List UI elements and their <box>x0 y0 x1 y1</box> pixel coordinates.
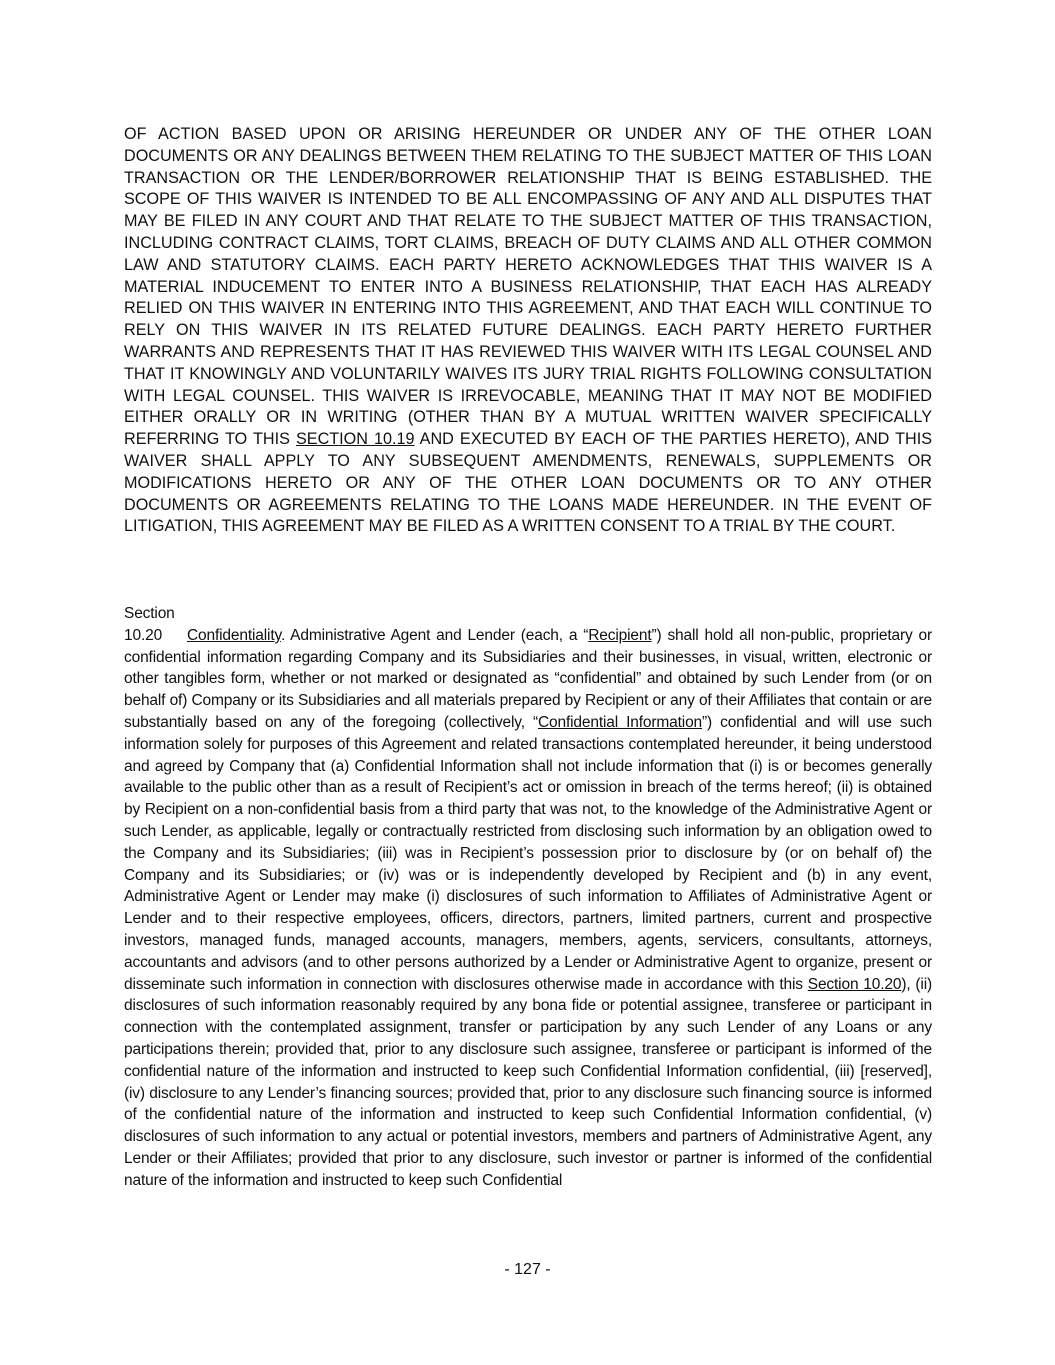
waiver-text-part1: OF ACTION BASED UPON OR ARISING HEREUNDER OR UNDER ANY OF THE OTHER LOAN DOCUMENTS OR ANY DEALINGS BETWEEN THEM RELATING TO THE SUBJECT MATTER OF THIS LOAN TRANSACTION OR THE LENDER/BORROWER RELATIONSHIP THAT IS BEING ESTABLISHED. THE SCOPE OF THIS WAIVER IS INTENDED TO BE ALL ENCOMPASSING OF ANY AND ALL DISPUTES THAT MAY BE FILED IN ANY COURT AND THAT RELATE TO THE SUBJECT MATTER OF THIS TRANSACTION, INCLUDING CONTRACT CLAIMS, TORT CLAIMS, BREACH OF DUTY CLAIMS AND ALL OTHER COMMON LAW AND STATUTORY CLAIMS. EACH PARTY HERETO ACKNOWLEDGES THAT THIS WAIVER IS A MATERIAL INDUCEMENT TO ENTER INTO A BUSINESS RELATIONSHIP, THAT EACH HAS ALREADY RELIED ON THIS WAIVER IN ENTERING INTO THIS AGREEMENT, AND THAT EACH WILL CONTINUE TO RELY ON THIS WAIVER IN ITS RELATED FUTURE DEALINGS. EACH PARTY HERETO FURTHER WARRANTS AND REPRESENTS THAT IT HAS REVIEWED THIS WAIVER WITH ITS LEGAL COUNSEL AND THAT IT KNOWINGLY AND VOLUNTARILY WAIVES ITS JURY TRIAL RIGHTS FOLLOWING CONSULTATION WITH LEGAL COUNSEL. THIS WAIVER IS IRREVOCABLE, MEANING THAT IT MAY NOT BE MODIFIED EITHER ORALLY OR IN WRITING (OTHER THAN BY A MUTUAL WRITTEN WAIVER SPECIFICALLY REFERRING TO THIS <box>124 125 932 449</box>
confidentiality-paragraph <box>124 603 932 1192</box>
jury-waiver-paragraph <box>124 124 932 538</box>
section-heading: Confidentiality <box>187 626 281 644</box>
section-text-a: . Administrative Agent and Lender (each, a “ <box>280 626 589 644</box>
defined-term-confidential-information: Confidential Information <box>538 713 703 731</box>
page-number: - 127 - <box>504 1261 551 1278</box>
waiver-text-part2: AND EXECUTED BY EACH OF THE PARTIES HERETO), AND THIS WAIVER SHALL APPLY TO ANY SUBSEQUENT AMENDMENTS, RENEWALS, SUPPLEMENTS OR MODIFICATIONS HERETO OR ANY OF THE OTHER LOAN DOCUMENTS OR TO ANY OTHER DOCUMENTS OR AGREEMENTS RELATING TO THE LOANS MADE HEREUNDER. IN THE EVENT OF LITIGATION, THIS AGREEMENT MAY BE FILED AS A WRITTEN CONSENT TO A TRIAL BY THE COURT. <box>124 430 932 536</box>
section-reference-link[interactable]: Section 10.20 <box>807 975 902 993</box>
section-text-c: ”) confidential and will use such information solely for purposes of this Agreement and related transactions contemplated hereunder, it being understood and agreed by Company that (a) Confidential Information shall not include information that (i) is or becomes generally available to the public other than as a result of Recipient’s act or omission in breach of the terms hereof; (ii) is obtained by Recipient on a non-confidential basis from a third party that was not, to the knowledge of the Administrative Agent or such Lender, as applicable, legally or contractually restricted from disclosing such information by an obligation owed to the Company and its Subsidiaries; (iii) was in Recipient’s possession prior to disclosure by (or on behalf of) the Company and its Subsidiaries; or (iv) was or is independently developed by Recipient and (b) in any event, Administrative Agent or Lender may make (i) disclosures of such information to Affiliates of Administrative Agent or Lender and to their respective employees, officers, directors, partners, limited partners, current and prospective investors, managed funds, managed accounts, managers, members, agents, servicers, consultants, attorneys, accountants and advisors (and to other persons authorized by a Lender or Administrative Agent to organize, present or disseminate such information in connection with disclosures otherwise made in accordance with this <box>124 713 932 993</box>
defined-term-recipient: Recipient <box>588 626 652 644</box>
section-number: Section 10.20 <box>124 605 175 644</box>
section-text-b: ”) shall hold all non-public, proprietary or confidential information regarding Company and its Subsidiaries and their businesses, in visual, written, electronic or other tangibles form, whether or not marked or designated as “confidential” and obtained by such Lender from (or on behalf of) Company or its Subsidiaries and all materials prepared by Recipient or any of their Affiliates that contain or are substantially based on any of the foregoing (collectively, “ <box>124 626 932 731</box>
section-text-d: ), (ii) disclosures of such information reasonably required by any bona fide or potential assignee, transferee or participant in connection with the contemplated assignment, transfer or participation by any such Lender of any Loans or any participations therein; provided that, prior to any disclosure such assignee, transferee or participant is informed of the confidential nature of the information and instructed to keep such Confidential Information confidential, (iii) [reserved], (iv) disclosure to any Lender’s financing sources; provided that, prior to any disclosure such financing source is informed of the confidential nature of the information and instructed to keep such Confidential Information confidential, (v) disclosures of such information to any actual or potential investors, members and partners of Administrative Agent, any Lender or their Affiliates; provided that prior to any disclosure, such investor or partner is informed of the confidential nature of the information and instructed to keep such Confidential <box>124 975 932 1189</box>
section-reference-link[interactable]: SECTION 10.19 <box>295 430 415 449</box>
